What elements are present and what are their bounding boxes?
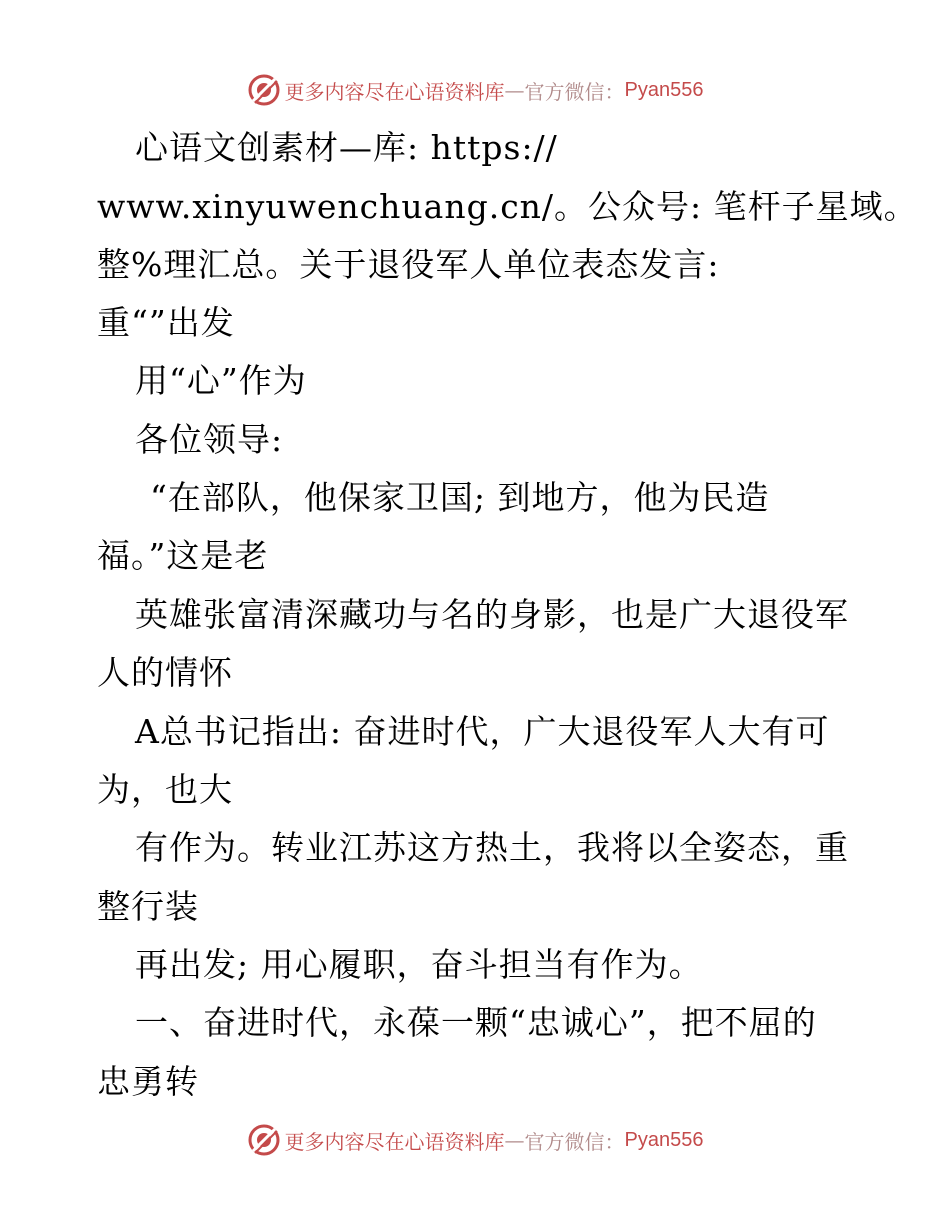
text-line: 再出发; 用心履职，奋斗担当有作为。 [135, 945, 703, 984]
text-line: 忠勇转 [97, 1062, 199, 1101]
text-line: 有作为。转业江苏这方热土，我将以全姿态，重 [135, 828, 849, 867]
text-line: 重“”出发 [97, 303, 235, 342]
text-line: 用“心”作为 [135, 361, 307, 400]
text-line: 整行装 [97, 887, 199, 926]
xinyu-logo-icon [247, 1123, 281, 1157]
text-line: www.xinyuwenchuang.cn/。公众号: 笔杆子星域。 [97, 187, 918, 226]
watermark-main-text: 更多内容尽在心语资料库 [284, 1129, 505, 1154]
text-line: 心语文创素材—库: https:// [135, 128, 558, 167]
footer-watermark [0, 1120, 950, 1160]
text-line: 英雄张富清深藏功与名的身影，也是广大退役军 [135, 595, 849, 634]
text-line: “在部队，他保家卫国; 到地方，他为民造 [150, 478, 770, 517]
watermark-id: Pyan556 [624, 78, 704, 101]
watermark-sub-text: 官方微信： [524, 1129, 625, 1154]
watermark-dash: — [504, 1128, 525, 1152]
text-line: 各位领导: [135, 420, 284, 459]
text-line: 整%理汇总。关于退役军人单位表态发言: [97, 245, 720, 284]
xinyu-logo-icon [247, 73, 281, 107]
text-line: 福。”这是老 [97, 536, 269, 575]
text-line: 为，也大 [97, 770, 233, 809]
watermark-main-text: 更多内容尽在心语资料库 [284, 79, 505, 104]
watermark-id: Pyan556 [624, 1128, 704, 1151]
text-line: A总书记指出: 奋进时代，广大退役军人大有可 [135, 712, 830, 751]
header-watermark [0, 70, 950, 110]
text-line: 一、奋进时代，永葆一颗“忠诚心”，把不屈的 [135, 1003, 817, 1042]
text-line: 人的情怀 [97, 653, 233, 692]
watermark-dash: — [504, 78, 525, 102]
watermark-sub-text: 官方微信： [524, 79, 625, 104]
